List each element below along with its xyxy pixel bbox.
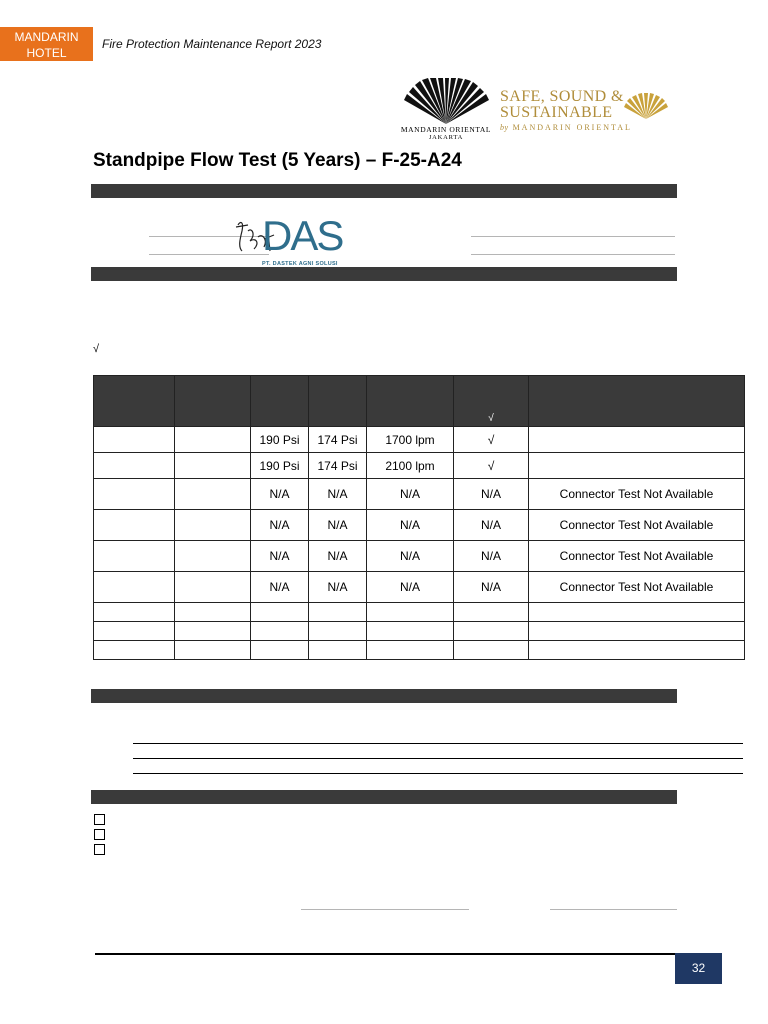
table-cell-c5: [367, 641, 454, 660]
table-row: [94, 603, 745, 622]
table-cell-c7: [529, 427, 745, 453]
table-cell-c3: N/A: [251, 541, 309, 572]
sss-by: by: [500, 123, 509, 132]
table-header-check: √: [454, 376, 529, 427]
table-cell-c7: Connector Test Not Available: [529, 510, 745, 541]
das-company-logo: [234, 213, 346, 269]
table-cell-c6: N/A: [454, 479, 529, 510]
table-cell-c4: [309, 641, 367, 660]
table-cell-c5: N/A: [367, 541, 454, 572]
signature-line: [471, 236, 675, 237]
table-cell-c2: [175, 510, 251, 541]
table-cell-c6: √: [454, 427, 529, 453]
table-cell-c4: N/A: [309, 510, 367, 541]
table-header-cell: [367, 376, 454, 427]
table-cell-c7: Connector Test Not Available: [529, 572, 745, 603]
table-cell-c5: [367, 603, 454, 622]
result-checkbox[interactable]: [94, 814, 105, 825]
table-header-cell: [175, 376, 251, 427]
das-company-name: PT. DASTEK AGNI SOLUSI: [262, 261, 338, 267]
table-cell-c2: [175, 622, 251, 641]
table-row: [94, 541, 745, 572]
table-cell-c3: [251, 641, 309, 660]
table-cell-c1: [94, 453, 175, 479]
table-cell-c4: N/A: [309, 479, 367, 510]
table-row: [94, 427, 745, 453]
sss-line3: [500, 123, 674, 132]
table-cell-c4: N/A: [309, 541, 367, 572]
table-cell-c3: N/A: [251, 572, 309, 603]
remark-line: [133, 773, 743, 774]
table-cell-c7: [529, 622, 745, 641]
table-row: [94, 572, 745, 603]
table-cell-c2: [175, 572, 251, 603]
table-cell-c4: [309, 603, 367, 622]
sss-line1: SAFE, SOUND &: [500, 88, 624, 105]
approval-line: [550, 909, 677, 910]
table-cell-c7: Connector Test Not Available: [529, 541, 745, 572]
fan-icon: [400, 78, 492, 124]
table-cell-c1: [94, 541, 175, 572]
sss-line2: SUSTAINABLE: [500, 104, 613, 121]
table-header-row: [94, 376, 745, 427]
table-header-cell: [94, 376, 175, 427]
table-cell-c7: Connector Test Not Available: [529, 479, 745, 510]
table-cell-c2: [175, 603, 251, 622]
table-cell-c1: [94, 603, 175, 622]
table-cell-c6: [454, 641, 529, 660]
table-cell-c1: [94, 479, 175, 510]
table-cell-c2: [175, 641, 251, 660]
table-cell-c5: N/A: [367, 510, 454, 541]
remark-line: [133, 743, 743, 744]
mandarin-oriental-city: JAKARTA: [428, 134, 464, 141]
remark-line: [133, 758, 743, 759]
table-cell-c5: 2100 lpm: [367, 453, 454, 479]
table-cell-c1: [94, 622, 175, 641]
table-cell-c6: N/A: [454, 541, 529, 572]
table-row: [94, 622, 745, 641]
signature-line: [471, 254, 675, 255]
table-row: [94, 453, 745, 479]
table-cell-c1: [94, 427, 175, 453]
table-cell-c6: [454, 603, 529, 622]
mandarin-oriental-wordmark: MANDARIN ORIENTAL: [400, 125, 492, 134]
table-row: [94, 641, 745, 660]
table-cell-c6: N/A: [454, 510, 529, 541]
table-row: [94, 510, 745, 541]
table-cell-c3: [251, 622, 309, 641]
table-cell-c4: 174 Psi: [309, 427, 367, 453]
hotel-brand-tag: [0, 27, 93, 61]
table-cell-c2: [175, 427, 251, 453]
check-mark: √: [93, 343, 100, 355]
table-header-cell: [529, 376, 745, 427]
table-cell-c4: N/A: [309, 572, 367, 603]
brand-line1: MANDARIN: [14, 30, 79, 44]
table-cell-c6: N/A: [454, 572, 529, 603]
table-cell-c6: [454, 622, 529, 641]
table-cell-c3: 190 Psi: [251, 427, 309, 453]
safe-sound-sustainable-logo: [500, 89, 674, 139]
table-cell-c5: N/A: [367, 572, 454, 603]
table-cell-c1: [94, 641, 175, 660]
sss-brand: MANDARIN ORIENTAL: [512, 123, 632, 132]
footer-rule: [95, 953, 676, 955]
result-checkbox[interactable]: [94, 829, 105, 840]
table-cell-c2: [175, 479, 251, 510]
section-bar-result: [91, 790, 677, 804]
table-cell-c7: [529, 453, 745, 479]
table-cell-c4: 174 Psi: [309, 453, 367, 479]
approval-line: [301, 909, 469, 910]
table-cell-c4: [309, 622, 367, 641]
table-header-cell: [309, 376, 367, 427]
table-cell-c1: [94, 510, 175, 541]
table-cell-c6: √: [454, 453, 529, 479]
table-cell-c3: N/A: [251, 510, 309, 541]
table-cell-c5: N/A: [367, 479, 454, 510]
flow-test-table: [93, 375, 745, 660]
table-cell-c1: [94, 572, 175, 603]
table-cell-c3: N/A: [251, 479, 309, 510]
table-cell-c2: [175, 541, 251, 572]
table-cell-c7: [529, 603, 745, 622]
table-cell-c3: [251, 603, 309, 622]
result-checkbox[interactable]: [94, 844, 105, 855]
section-bar-general: [91, 184, 677, 198]
table-cell-c5: [367, 622, 454, 641]
table-cell-c3: 190 Psi: [251, 453, 309, 479]
table-cell-c5: 1700 lpm: [367, 427, 454, 453]
document-title: Standpipe Flow Test (5 Years) – F-25-A24: [93, 150, 462, 171]
das-wordmark: DAS: [262, 212, 343, 259]
section-bar-remarks: [91, 689, 677, 703]
report-title: Fire Protection Maintenance Report 2023: [102, 37, 322, 51]
table-cell-c7: [529, 641, 745, 660]
table-cell-c2: [175, 453, 251, 479]
page-number: 32: [675, 953, 722, 984]
table-header-cell: [251, 376, 309, 427]
mandarin-oriental-logo: [398, 78, 494, 148]
table-row: [94, 479, 745, 510]
gold-fan-icon: [622, 93, 670, 119]
brand-line2: HOTEL: [26, 46, 67, 60]
section-bar-test-details: [91, 267, 677, 281]
